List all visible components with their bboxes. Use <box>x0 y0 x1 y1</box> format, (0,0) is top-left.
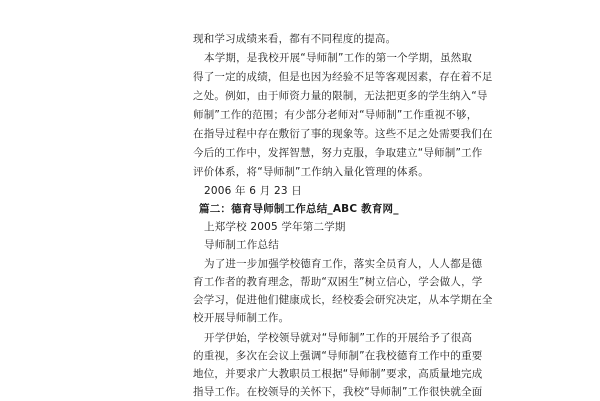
text-line: 开学伊始，学校领导就对“导师制”工作的开展给予了很高 <box>204 332 473 344</box>
text-line: 指导工作。在校领导的关怀下，我校“导师制”工作很快就全面 <box>193 386 483 398</box>
text-line: 师制”工作的范围；有少部分老师对“导师制”工作重视不够， <box>193 109 478 121</box>
text-line: 在指导过程中存在敷衍了事的现象等。这些不足之处需要我们在 <box>193 128 493 140</box>
text-line: 的重视，多次在会议上强调“导师制”在我校德育工作中的重要 <box>193 350 483 362</box>
text-line: 育工作者的教育理念，帮助“双困生”树立信心，学会做人，学 <box>193 276 483 288</box>
text-line: 今后的工作中，发挥智慧，努力克服，争取建立“导师制”工作 <box>193 147 483 159</box>
text-line: 本学期，是我校开展“导师制”工作的第一个学期，虽然取 <box>204 52 473 64</box>
text-line: 地位，并要求广大教职员工根据“导师制”要求，高质量地完成 <box>193 368 483 380</box>
text-line: 之处。例如，由于师资力量的限制，无法把更多的学生纳入“导 <box>193 90 488 102</box>
section-heading: 篇二：德育导师制工作总结_ABC 教育网_ <box>199 203 399 215</box>
text-line: 会学习，促进他们健康成长，经校委会研究决定，从本学期在全 <box>193 294 493 306</box>
text-line: 评价体系，将“导师制”工作纳入量化管理的体系。 <box>193 166 429 178</box>
text-line: 校开展导师制工作。 <box>193 312 290 324</box>
text-line: 现和学习成绩来看，都有不同程度的提高。 <box>193 33 397 45</box>
subheading: 上郑学校 2005 学年第二学期 <box>204 221 346 233</box>
subheading: 导师制工作总结 <box>204 239 279 251</box>
text-line: 为了进一步加强学校德育工作，落实全员育人，人人都是德 <box>204 258 483 270</box>
date-line: 2006 年 6 月 23 日 <box>204 185 302 197</box>
text-line: 得了一定的成绩，但是也因为经验不足等客观因素，存在着不足 <box>193 71 493 83</box>
